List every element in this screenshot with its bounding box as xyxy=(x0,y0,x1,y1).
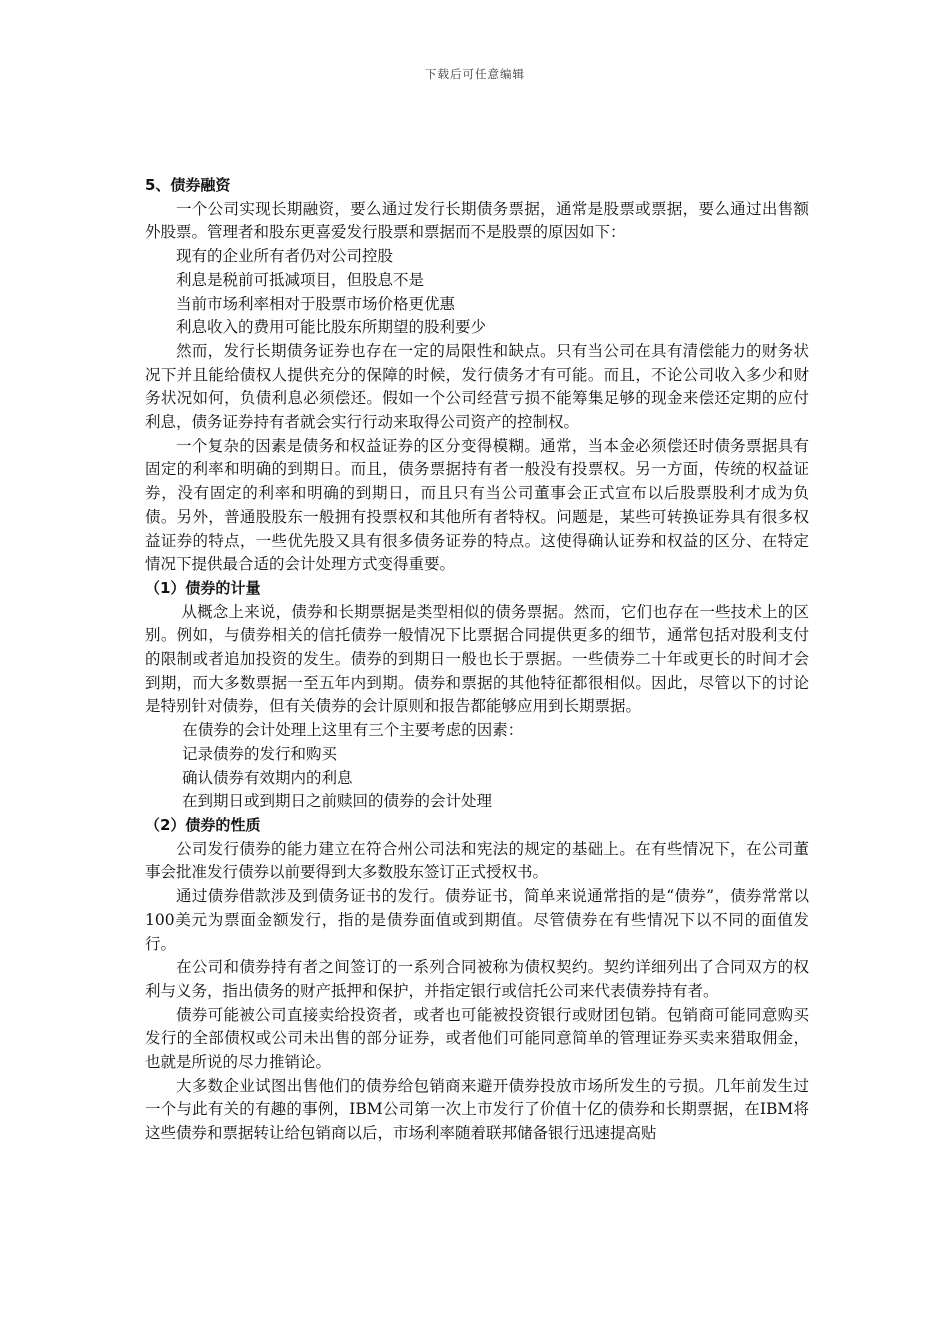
paragraph: 在债券的会计处理上这里有三个主要考虑的因素： xyxy=(182,721,524,740)
subsection-heading: （2）债券的性质 xyxy=(145,815,261,834)
list-item: 记录债券的发行和购买 xyxy=(182,744,338,763)
paragraph: 在公司和债券持有者之间签订的一系列合同被称为债权契约。契约详细列出了合同双方的权利与义务，指出债务的财产抵押和保护，并指定银行或信托公司来代表债券持有者。 xyxy=(145,958,809,1000)
paragraph: 大多数企业试图出售他们的债券给包销商来避开债券投放市场所发生的亏损。几年前发生过一个与此有关的有趣的事例，IBM公司第一次上市发行了价值十亿的债券和长期票据，在IBM将这些债券和票据转让给包销商以后，市场利率随着联邦储备银行迅速提高贴 xyxy=(145,1076,809,1143)
section-heading: 5、债券融资 xyxy=(145,176,231,194)
paragraph: 一个复杂的因素是债务和权益证券的区分变得模糊。通常，当本金必须偿还时债务票据具有固定的利率和明确的到期日。而且，债务票据持有者一般没有投票权。另一方面，传统的权益证券，没有固定的利率和明确的到期日，而且只有当公司董事会正式宣布以后股票股利才成为负债。另外，普通股股东一般拥有投票权和其他所有者特权。问题是，某些可转换证券具有很多权益证券的特点，一些优先股又具有很多债务证券的特点。这使得确认证券和权益的区分、在特定情况下提供最合适的会计处理方式变得重要。 xyxy=(145,436,809,574)
document-body xyxy=(145,174,809,1146)
paragraph: 然而，发行长期债务证券也存在一定的局限性和缺点。只有当公司在具有清偿能力的财务状况下并且能给债权人提供充分的保障的时候，发行债务才有可能。而且，不论公司收入多少和财务状况如何，负债利息必须偿还。假如一个公司经营亏损不能筹集足够的现金来偿还定期的应付利息，债务证券持有者就会实行行动来取得公司资产的控制权。 xyxy=(145,341,809,432)
page-header: 下载后可任意编辑 xyxy=(425,67,525,81)
reason-item: 现有的企业所有者仍对公司控股 xyxy=(176,247,394,266)
paragraph: 债券可能被公司直接卖给投资者，或者也可能被投资银行或财团包销。包销商可能同意购买发行的全部债权或公司未出售的部分证券，或者他们可能同意简单的管理证券买卖来猎取佣金，也就是所说的尽力推销论。 xyxy=(145,1005,809,1072)
paragraph: 公司发行债券的能力建立在符合州公司法和宪法的规定的基础上。在有些情况下，在公司董事会批准发行债券以前要得到大多数股东签订正式授权书。 xyxy=(145,839,809,882)
subsection-heading: （1）债券的计量 xyxy=(145,578,261,597)
list-item: 在到期日或到期日之前赎回的债券的会计处理 xyxy=(182,792,493,811)
reason-item: 利息收入的费用可能比股东所期望的股利要少 xyxy=(176,318,487,337)
paragraph: 通过债券借款涉及到债务证书的发行。债券证书，简单来说通常指的是“债券”，债券常常以100美元为票面金额发行，指的是债券面值或到期值。尽管债券在有些情况下以不同的面值发行。 xyxy=(145,887,809,953)
reason-item: 当前市场利率相对于股票市场价格更优惠 xyxy=(176,294,456,313)
paragraph: 一个公司实现长期融资，要么通过发行长期债务票据，通常是股票或票据，要么通过出售额外股票。管理者和股东更喜爱发行股票和票据而不是股票的原因如下： xyxy=(145,199,809,242)
list-item: 确认债券有效期内的利息 xyxy=(182,768,353,787)
reason-item: 利息是税前可抵减项目，但股息不是 xyxy=(176,270,425,289)
paragraph: 从概念上来说，债券和长期票据是类型相似的债务票据。然而，它们也存在一些技术上的区别。例如，与债券相关的信托债券一般情况下比票据合同提供更多的细节，通常包括对股利支付的限制或者追加投资的发生。债券的到期日一般也长于票据。一些债券二十年或更长的时间才会到期，而大多数票据一至五年内到期。债券和票据的其他特征都很相似。因此，尽管以下的讨论是特别针对债券，但有关债券的会计原则和报告都能够应用到长期票据。 xyxy=(145,602,809,716)
